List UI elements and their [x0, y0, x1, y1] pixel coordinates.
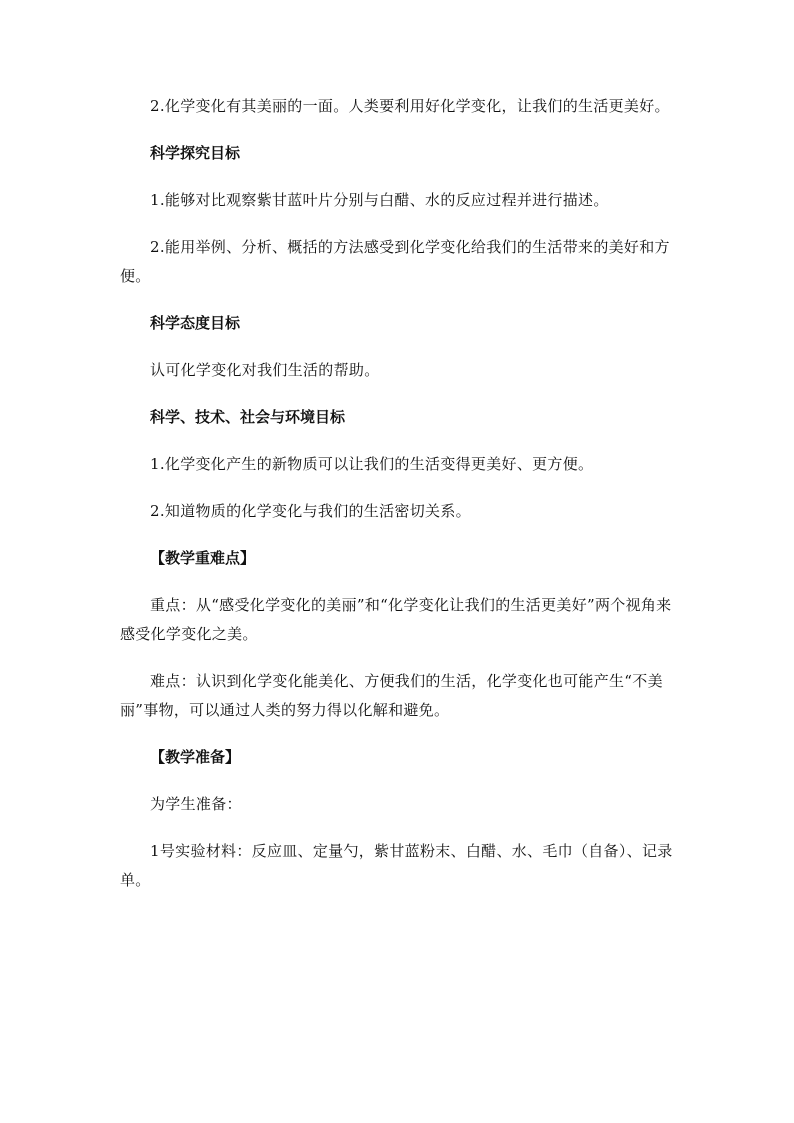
- paragraph-prep-intro: 为学生准备：: [150, 795, 242, 813]
- paragraph-inquiry-2: 2.能用举例、分析、概括的方法感受到化学变化给我们的生活带来的美好和方便。: [120, 238, 670, 285]
- heading-stse-goals: 科学、技术、社会与环境目标: [150, 408, 346, 426]
- paragraph-stse-1: 1.化学变化产生的新物质可以让我们的生活变得更美好、更方便。: [150, 455, 594, 473]
- paragraph-stse-2: 2.知道物质的化学变化与我们的生活密切关系。: [150, 502, 471, 520]
- heading-teaching-preparation: 【教学准备】: [150, 748, 241, 766]
- paragraph-prep-materials: 1号实验材料：反应皿、定量勺，紫甘蓝粉末、白醋、水、毛巾（自备）、记录单。: [120, 842, 673, 889]
- paragraph-goal-2: 2.化学变化有其美丽的一面。人类要利用好化学变化，让我们的生活更美好。: [150, 97, 670, 115]
- heading-science-inquiry-goals: 科学探究目标: [150, 144, 241, 162]
- heading-key-difficult-points: 【教学重难点】: [150, 549, 256, 567]
- paragraph-difficult-point: 难点：认识到化学变化能美化、方便我们的生活，化学变化也可能产生“不美丽”事物，可以通过人类的努力得以化解和避免。: [120, 672, 663, 719]
- heading-science-attitude-goals: 科学态度目标: [150, 314, 241, 332]
- paragraph-inquiry-1: 1.能够对比观察紫甘蓝叶片分别与白醋、水的反应过程并进行描述。: [150, 191, 609, 209]
- paragraph-key-point: 重点：从“感受化学变化的美丽”和“化学变化让我们的生活更美好”两个视角来感受化学变化之美。: [120, 596, 672, 643]
- document-page: [120, 92, 680, 913]
- paragraph-attitude: 认可化学变化对我们生活的帮助。: [150, 361, 380, 379]
